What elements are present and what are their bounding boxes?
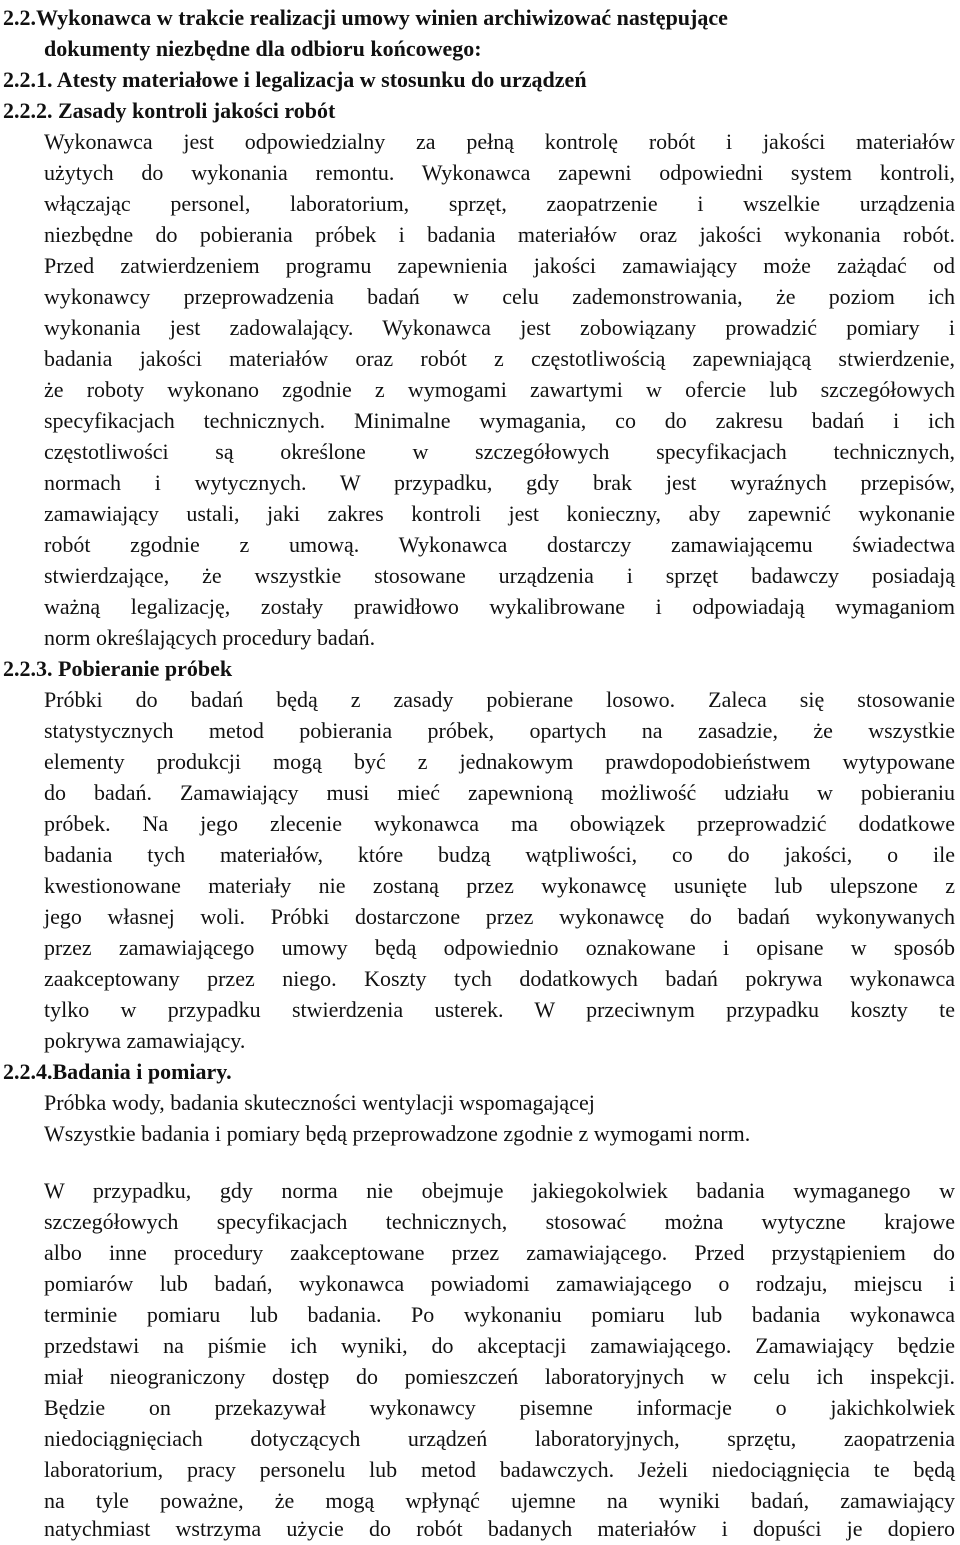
section-heading-2-2-1: 2.2.1. Atesty materiałowe i legalizacja w stosunku do urządzeń	[3, 67, 587, 92]
section-number: 2.2.4.	[3, 1059, 53, 1084]
paragraph-line: statystycznych metod pobierania próbek, opartych na zasadzie, że wszystkie	[44, 718, 955, 743]
paragraph-line: albo inne procedury zaakceptowane przez zamawiającego. Przed przystąpieniem do	[44, 1240, 955, 1265]
paragraph-line-last: pokrywa zamawiający.	[44, 1028, 246, 1053]
paragraph-line: terminie pomiaru lub badania. Po wykonaniu pomiaru lub badania wykonawca	[44, 1302, 955, 1327]
section-heading-2-2-4	[3, 1056, 955, 1087]
paragraph-line: przedstawi na piśmie ich wyniki, do akceptacji zamawiającego. Zamawiający będzie	[44, 1333, 955, 1358]
paragraph-line: próbek. Na jego zlecenie wykonawca ma obowiązek przeprowadzić dodatkowe	[44, 811, 955, 836]
paragraph-line: pomiarów lub badań, wykonawca powiadomi zamawiającego o rodzaju, miejscu i	[44, 1271, 955, 1296]
paragraph-line: niezbędne do pobierania próbek i badania materiałów oraz jakości wykonania robót.	[44, 222, 955, 247]
paragraph-line: natychmiast wstrzyma użycie do robót badanych materiałów i dopuści je dopiero	[44, 1516, 955, 1541]
paragraph-line: włączając personel, laboratorium, sprzęt, zaopatrzenie i wszelkie urządzenia	[44, 191, 955, 216]
paragraph-line: robót zgodnie z umową. Wykonawca dostarczy zamawiającemu świadectwa	[44, 532, 955, 557]
section-heading-2-2-3	[3, 653, 955, 684]
paragraph-line: do badań. Zamawiający musi mieć zapewnioną możliwość udziału w pobieraniu	[44, 780, 955, 805]
paragraph-line: Próbki do badań będą z zasady pobierane losowo. Zaleca się stosowanie	[44, 687, 955, 712]
paragraph-line: Przed zatwierdzeniem programu zapewnienia jakości zamawiający może zażądać od	[44, 253, 955, 278]
paragraph-line: miał nieograniczony dostęp do pomieszczeń laboratoryjnych w celu ich inspekcji.	[44, 1364, 955, 1389]
paragraph-line: stwierdzające, że wszystkie stosowane urządzenia i sprzęt badawczy posiadają	[44, 563, 955, 588]
paragraph-line: użytych do wykonania remontu. Wykonawca zapewni odpowiedni system kontroli,	[44, 160, 955, 185]
paragraph-line: wykonawcy przeprowadzenia badań w celu zademonstrowania, że poziom ich	[44, 284, 955, 309]
paragraph-line: zaakceptowany przez niego. Koszty tych dodatkowych badań pokrywa wykonawca	[44, 966, 955, 991]
paragraph-line: badania tych materiałów, które budzą wątpliwości, co do jakości, o ile	[44, 842, 955, 867]
paragraph-line: częstotliwości są określone w szczegółowych specyfikacjach technicznych,	[44, 439, 955, 464]
paragraph-line: jego własnej woli. Próbki dostarczone przez wykonawcę do badań wykonywanych	[44, 904, 955, 929]
section-number: 2.2.3.	[3, 656, 53, 681]
section-heading-2-2-line2: dokumenty niezbędne dla odbioru końcowego:	[44, 36, 482, 61]
section-number: 2.2.2.	[3, 98, 53, 123]
paragraph-line: zamawiający ustali, jaki zakres kontroli jest konieczny, aby zapewnić wykonanie	[44, 501, 955, 526]
paragraph-line: Próbka wody, badania skuteczności wentylacji wspomagającej	[44, 1090, 595, 1115]
section-heading-2-2-2	[3, 95, 955, 126]
paragraph-line-last: norm określających procedury badań.	[44, 625, 376, 650]
paragraph-line: Będzie on przekazywał wykonawcy pisemne informacje o jakichkolwiek	[44, 1395, 955, 1420]
paragraph-line: specyfikacjach technicznych. Minimalne wymagania, co do zakresu badań i ich	[44, 408, 955, 433]
paragraph-line: elementy produkcji mogą być z jednakowym prawdopodobieństwem wytypowane	[44, 749, 955, 774]
paragraph-line: że roboty wykonano zgodnie z wymogami zawartymi w ofercie lub szczegółowych	[44, 377, 955, 402]
paragraph-line: badania jakości materiałów oraz robót z częstotliwością zapewniającą stwierdzenie,	[44, 346, 955, 371]
paragraph-line: szczegółowych specyfikacjach technicznych, stosować można wytyczne krajowe	[44, 1209, 955, 1234]
paragraph-line: normach i wytycznych. W przypadku, gdy brak jest wyraźnych przepisów,	[44, 470, 955, 495]
section-heading-2-2-line1: 2.2.Wykonawca w trakcie realizacji umowy winien archiwizować następujące	[3, 5, 728, 30]
paragraph-line: kwestionowane materiały nie zostaną przez wykonawcę usunięte lub ulepszone z	[44, 873, 955, 898]
paragraph-line: niedociągnięciach dotyczących urządzeń laboratoryjnych, sprzętu, zaopatrzenia	[44, 1426, 955, 1451]
paragraph-line: W przypadku, gdy norma nie obejmuje jakiegokolwiek badania wymaganego w	[44, 1178, 955, 1203]
paragraph-line: wykonania jest zadowalający. Wykonawca jest zobowiązany prowadzić pomiary i	[44, 315, 955, 340]
paragraph-line: ważną legalizację, zostały prawidłowo wykalibrowane i odpowiadają wymaganiom	[44, 594, 955, 619]
paragraph-line: Wykonawca jest odpowiedzialny za pełną kontrolę robót i jakości materiałów	[44, 129, 955, 154]
section-title: Zasady kontroli jakości robót	[58, 98, 336, 123]
paragraph-line: laboratorium, pracy personelu lub metod badawczych. Jeżeli niedociągnięcia te będą	[44, 1457, 955, 1482]
paragraph-line: przez zamawiającego umowy będą odpowiednio oznakowane i opisane w sposób	[44, 935, 955, 960]
paragraph-line: Wszystkie badania i pomiary będą przeprowadzone zgodnie z wymogami norm.	[44, 1121, 751, 1146]
section-title: Badania i pomiary.	[52, 1059, 232, 1084]
section-title: Pobieranie próbek	[58, 656, 233, 681]
paragraph-line: na tyle poważne, że mogą wpłynąć ujemne na wyniki badań, zamawiający	[44, 1488, 955, 1513]
paragraph-line: tylko w przypadku stwierdzenia usterek. W przeciwnym przypadku koszty te	[44, 997, 955, 1022]
